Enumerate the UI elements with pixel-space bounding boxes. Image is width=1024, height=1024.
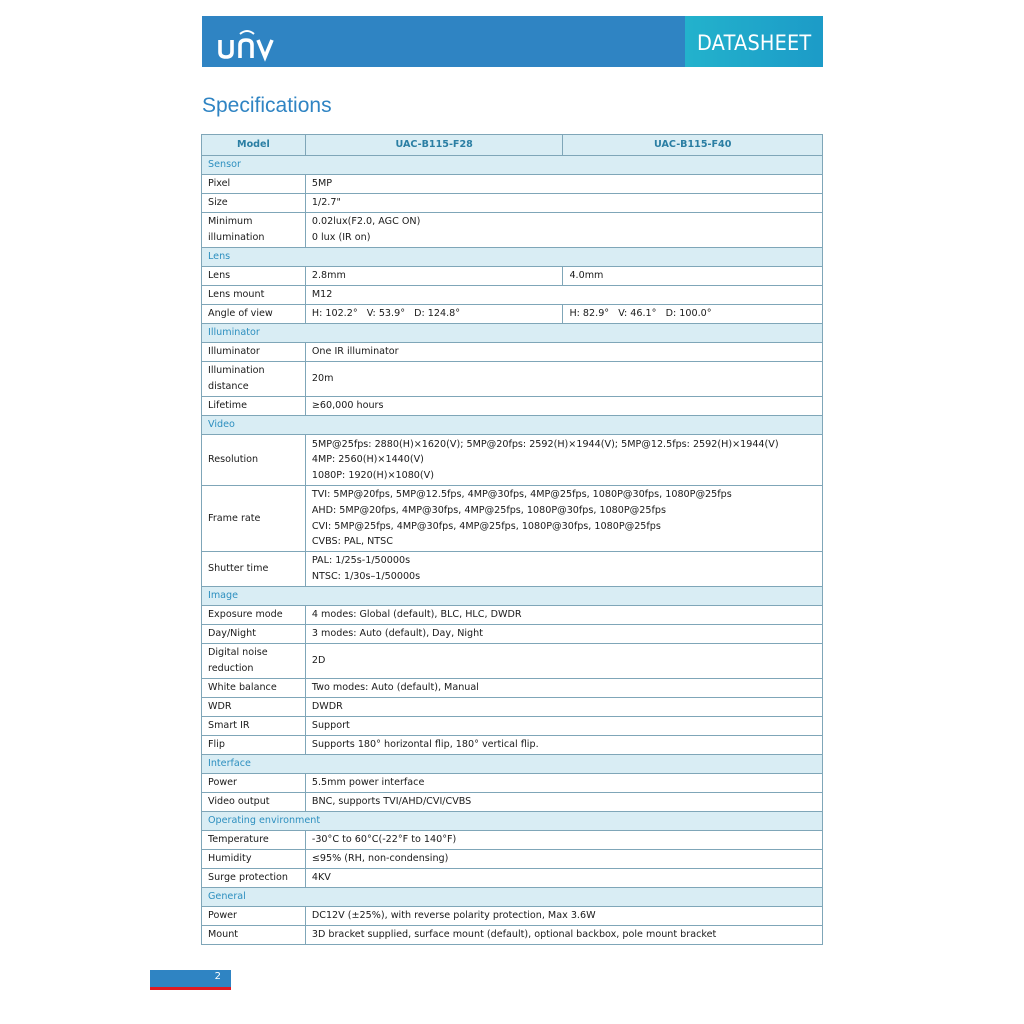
- label-line: illumination: [208, 232, 265, 243]
- page-number: 2: [214, 971, 221, 982]
- row-value: BNC, supports TVI/AHD/CVI/CVBS: [305, 793, 822, 812]
- row-value: 1/2.7": [305, 194, 822, 213]
- row-value: Two modes: Auto (default), Manual: [305, 679, 822, 698]
- value-line: CVI: 5MP@25fps, 4MP@30fps, 4MP@25fps, 1080P@30fps, 1080P@25fps: [311, 520, 661, 532]
- row-value-b: 4.0mm: [563, 267, 823, 286]
- table-row: [202, 552, 823, 587]
- model-header: Model: [202, 135, 306, 156]
- row-value: 4KV: [305, 869, 822, 888]
- table-row: [202, 194, 823, 213]
- row-value: DWDR: [305, 698, 822, 717]
- table-row: [202, 606, 823, 625]
- row-value: [305, 435, 822, 486]
- table-row: [202, 926, 823, 945]
- table-row: [202, 286, 823, 305]
- model-b-header: UAC-B115-F40: [563, 135, 823, 156]
- table-header-row: [202, 135, 823, 156]
- row-label: White balance: [202, 679, 306, 698]
- row-label: Exposure mode: [202, 606, 306, 625]
- label-line: reduction: [208, 663, 254, 674]
- section-image: [202, 587, 823, 606]
- row-label: Power: [202, 774, 306, 793]
- row-value: 3D bracket supplied, surface mount (default), optional backbox, pole mount bracket: [305, 926, 822, 945]
- row-label: Surge protection: [202, 869, 306, 888]
- value-line: PAL: 1/25s-1/50000s: [311, 555, 411, 567]
- table-row: [202, 717, 823, 736]
- table-row: [202, 736, 823, 755]
- row-value: 5.5mm power interface: [305, 774, 822, 793]
- row-label: Power: [202, 907, 306, 926]
- row-label: Lens: [202, 267, 306, 286]
- value-line: CVBS: PAL, NTSC: [311, 536, 393, 548]
- table-row: [202, 774, 823, 793]
- table-row: [202, 698, 823, 717]
- section-title: Operating environment: [202, 812, 823, 831]
- row-label: Flip: [202, 736, 306, 755]
- section-interface: [202, 755, 823, 774]
- value-line: 0 lux (IR on): [311, 232, 371, 243]
- model-a-header: UAC-B115-F28: [305, 135, 563, 156]
- table-row: [202, 305, 823, 324]
- row-value: 3 modes: Auto (default), Day, Night: [305, 625, 822, 644]
- row-label: Shutter time: [202, 552, 306, 587]
- table-row: [202, 907, 823, 926]
- label-line: Digital noise: [208, 647, 268, 659]
- row-label: Lifetime: [202, 397, 306, 416]
- value-line: 4MP: 2560(H)×1440(V): [311, 454, 424, 466]
- row-value-a: 2.8mm: [305, 267, 563, 286]
- label-line: Illumination: [208, 365, 265, 377]
- section-sensor: [202, 156, 823, 175]
- section-general: [202, 888, 823, 907]
- row-label: Lens mount: [202, 286, 306, 305]
- table-row: [202, 343, 823, 362]
- row-label: Day/Night: [202, 625, 306, 644]
- page-title: Specifications: [202, 94, 332, 117]
- section-lens: [202, 248, 823, 267]
- row-value: 20m: [305, 362, 822, 397]
- row-value: Supports 180° horizontal flip, 180° vertical flip.: [305, 736, 822, 755]
- section-title: Illuminator: [202, 324, 823, 343]
- row-value: 2D: [305, 644, 822, 679]
- row-label: [202, 213, 306, 248]
- table-row: [202, 625, 823, 644]
- row-label: Angle of view: [202, 305, 306, 324]
- spec-table: [201, 134, 823, 945]
- section-illuminator: [202, 324, 823, 343]
- row-value: [305, 552, 822, 587]
- row-value: M12: [305, 286, 822, 305]
- value-line: 0.02lux(F2.0, AGC ON): [311, 216, 421, 228]
- row-label: [202, 362, 306, 397]
- row-value-b: H: 82.9° V: 46.1° D: 100.0°: [563, 305, 823, 324]
- row-label: Frame rate: [202, 486, 306, 552]
- section-title: Interface: [202, 755, 823, 774]
- row-value: 5MP: [305, 175, 822, 194]
- row-label: Mount: [202, 926, 306, 945]
- table-row: [202, 644, 823, 679]
- value-line: TVI: 5MP@20fps, 5MP@12.5fps, 4MP@30fps, 4MP@25fps, 1080P@30fps, 1080P@25fps: [311, 489, 732, 501]
- table-row: [202, 175, 823, 194]
- table-row: [202, 831, 823, 850]
- section-operating-environment: [202, 812, 823, 831]
- section-video: [202, 416, 823, 435]
- table-row: [202, 397, 823, 416]
- table-row: [202, 679, 823, 698]
- header-banner: [202, 16, 823, 67]
- row-value: 4 modes: Global (default), BLC, HLC, DWDR: [305, 606, 822, 625]
- unv-logo: [214, 24, 278, 64]
- table-row: [202, 435, 823, 486]
- section-title: Sensor: [202, 156, 823, 175]
- section-title: Image: [202, 587, 823, 606]
- row-value: [305, 213, 822, 248]
- row-label: Resolution: [202, 435, 306, 486]
- datasheet-badge: [685, 16, 823, 67]
- row-label: Pixel: [202, 175, 306, 194]
- row-value: One IR illuminator: [305, 343, 822, 362]
- page-number-tab: [150, 970, 231, 990]
- table-row: [202, 213, 823, 248]
- table-row: [202, 869, 823, 888]
- row-value: DC12V (±25%), with reverse polarity protection, Max 3.6W: [305, 907, 822, 926]
- row-value: -30°C to 60°C(-22°F to 140°F): [305, 831, 822, 850]
- row-value: ≥60,000 hours: [305, 397, 822, 416]
- row-value: ≤95% (RH, non-condensing): [305, 850, 822, 869]
- row-label: Humidity: [202, 850, 306, 869]
- value-line: NTSC: 1/30s–1/50000s: [311, 571, 421, 582]
- datasheet-label: DATASHEET: [696, 31, 811, 55]
- value-line: 1080P: 1920(H)×1080(V): [311, 469, 434, 481]
- row-label: Smart IR: [202, 717, 306, 736]
- label-line: distance: [208, 381, 249, 392]
- table-row: [202, 267, 823, 286]
- table-row: [202, 362, 823, 397]
- row-value-a: H: 102.2° V: 53.9° D: 124.8°: [305, 305, 563, 324]
- value-line: AHD: 5MP@20fps, 4MP@30fps, 4MP@25fps, 1080P@30fps, 1080P@25fps: [311, 504, 666, 516]
- table-row: [202, 850, 823, 869]
- row-label: WDR: [202, 698, 306, 717]
- table-row: [202, 486, 823, 552]
- value-line: 5MP@25fps: 2880(H)×1620(V); 5MP@20fps: 2592(H)×1944(V); 5MP@12.5fps: 2592(H)×1944(V): [311, 438, 779, 450]
- row-value: Support: [305, 717, 822, 736]
- row-label: Illuminator: [202, 343, 306, 362]
- row-label: Size: [202, 194, 306, 213]
- row-value: [305, 486, 822, 552]
- label-line: Minimum: [208, 216, 253, 228]
- table-row: [202, 793, 823, 812]
- section-title: Video: [202, 416, 823, 435]
- section-title: Lens: [202, 248, 823, 267]
- row-label: Video output: [202, 793, 306, 812]
- row-label: [202, 644, 306, 679]
- section-title: General: [202, 888, 823, 907]
- row-label: Temperature: [202, 831, 306, 850]
